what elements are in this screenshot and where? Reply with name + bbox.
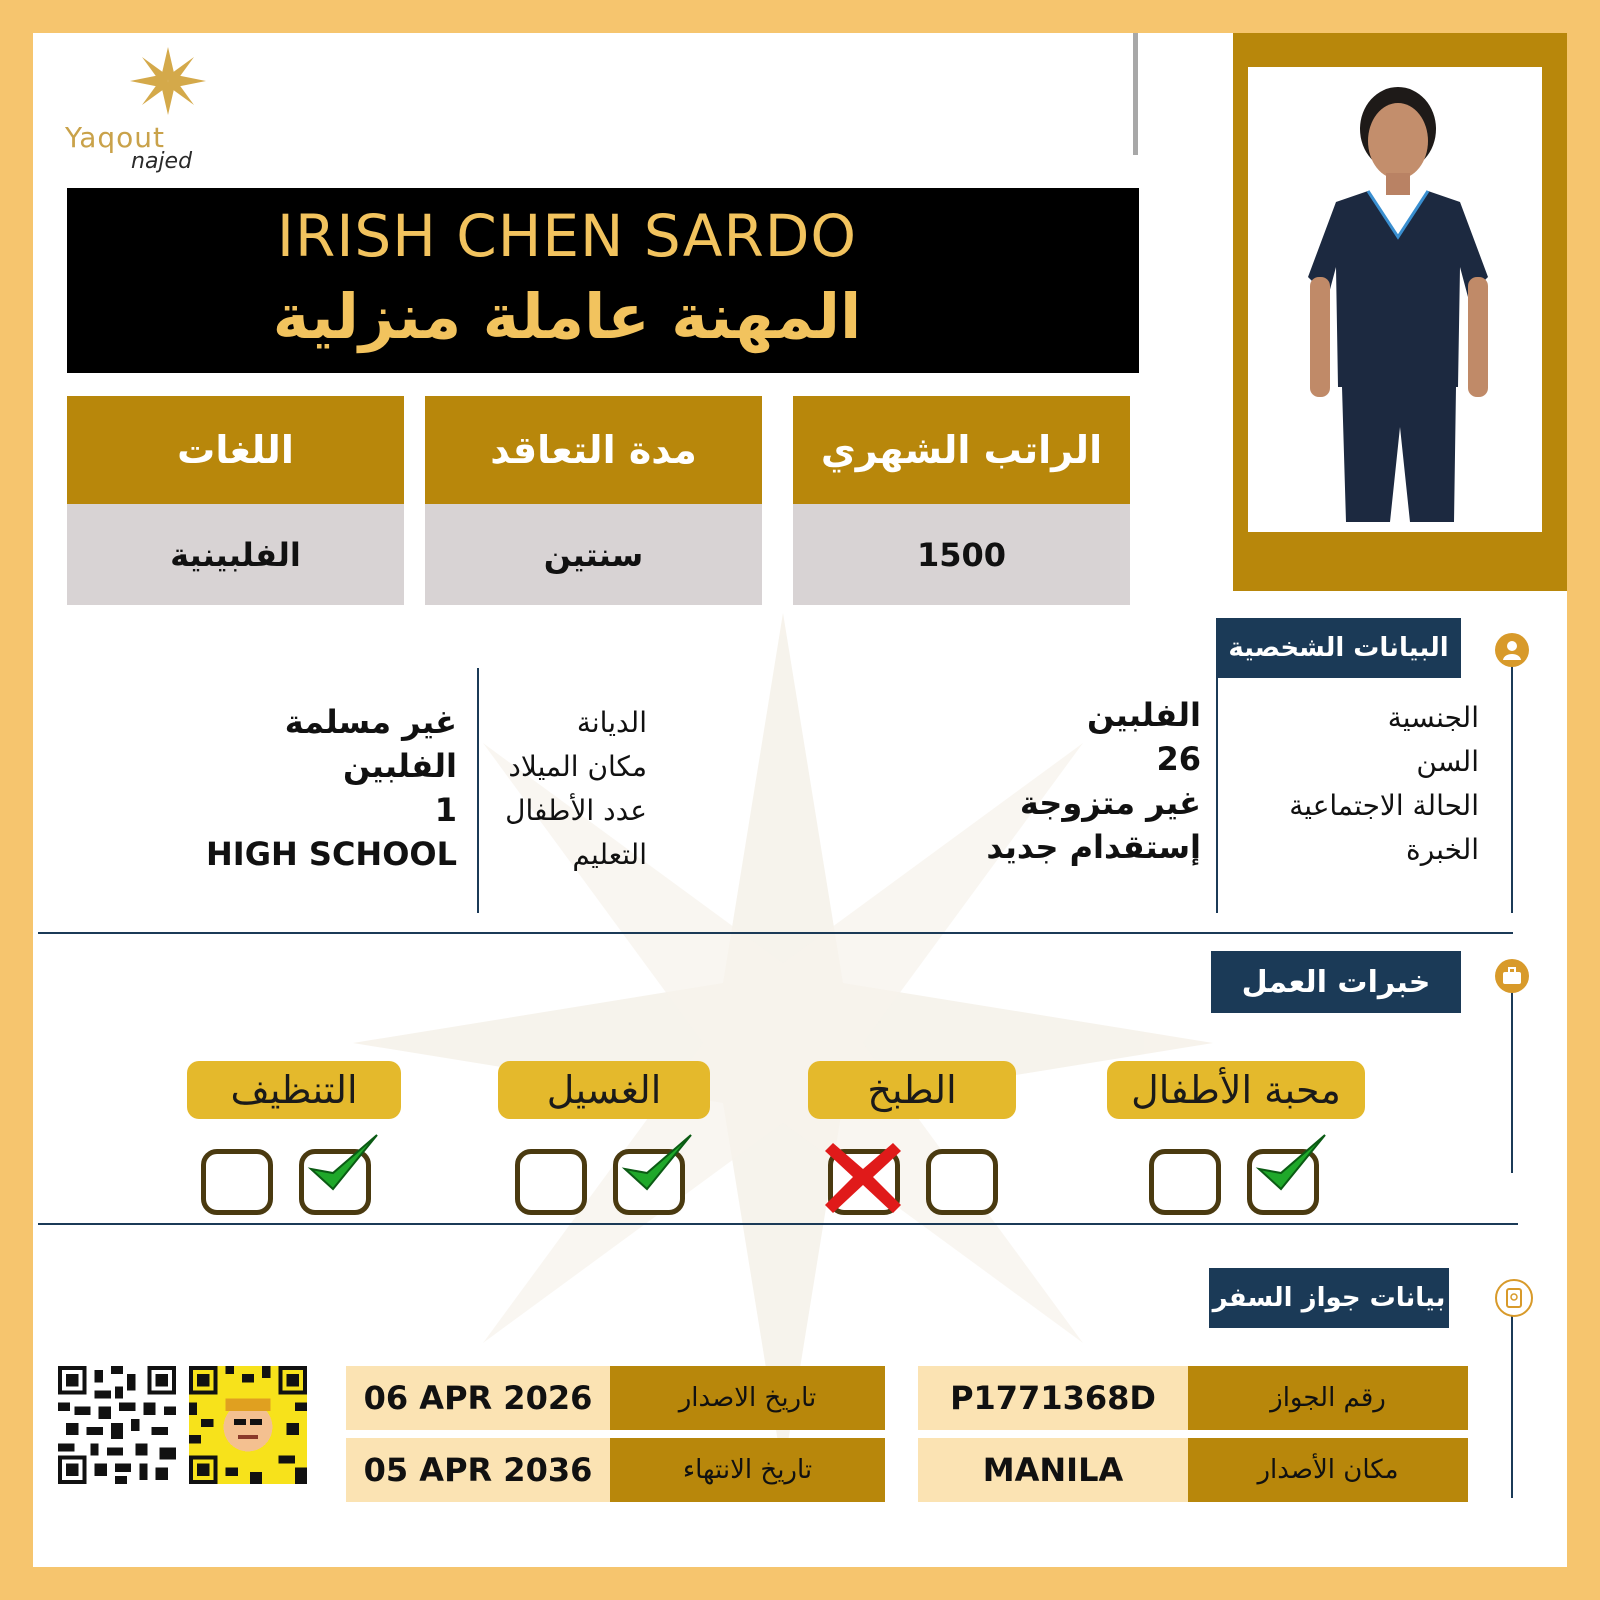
education-label: التعليم xyxy=(572,838,647,871)
personal-section-title: البيانات الشخصية xyxy=(1216,618,1461,678)
logo-subtitle: najed xyxy=(131,149,193,174)
passport-place-value: MANILA xyxy=(918,1438,1188,1502)
top-divider-line xyxy=(1133,33,1138,155)
languages-box xyxy=(67,396,404,605)
skill-cooking-label: الطبخ xyxy=(808,1061,1016,1119)
passport-expiry-row xyxy=(346,1438,885,1502)
birthplace-label: مكان الميلاد xyxy=(508,750,647,783)
passport-place-row xyxy=(918,1438,1468,1502)
skill-childcare-label: محبة الأطفال xyxy=(1107,1061,1365,1119)
candidate-name: IRISH CHEN SARDO xyxy=(276,202,858,270)
photo-frame xyxy=(1233,33,1567,591)
skill-childcare-no-box xyxy=(1149,1149,1221,1215)
timeline-segment-2 xyxy=(1511,988,1513,1173)
salary-box xyxy=(793,396,1130,605)
age-label: السن xyxy=(1416,745,1479,778)
children-label: عدد الأطفال xyxy=(505,794,647,827)
nationality-label: الجنسية xyxy=(1387,701,1479,734)
passport-number-value: P1771368D xyxy=(918,1366,1188,1430)
contract-box xyxy=(425,396,762,605)
skill-cleaning-no-box xyxy=(201,1149,273,1215)
passport-issue-label: تاريخ الاصدار xyxy=(610,1366,885,1430)
timeline-segment-1 xyxy=(1511,663,1513,913)
experience-label: الخبرة xyxy=(1406,833,1479,866)
briefcase-icon xyxy=(1495,959,1529,993)
passport-icon xyxy=(1495,1279,1533,1317)
personal-divider-left xyxy=(477,668,479,913)
age-value: 26 xyxy=(1156,740,1201,778)
personal-divider-right xyxy=(1216,678,1218,913)
logo-wordmark: Yaqout xyxy=(65,121,166,154)
languages-title: اللغات xyxy=(67,396,404,504)
marital-label: الحالة الاجتماعية xyxy=(1289,789,1479,822)
education-value: HIGH SCHOOL xyxy=(206,835,457,873)
contract-title: مدة التعاقد xyxy=(425,396,762,504)
nationality-value: الفلبين xyxy=(1087,696,1201,734)
children-value: 1 xyxy=(434,791,457,829)
experience-value: إستقدام جديد xyxy=(986,828,1201,866)
check-icon xyxy=(1251,1123,1331,1203)
cv-card xyxy=(33,33,1567,1567)
section-divider-2 xyxy=(38,1223,1518,1225)
user-icon xyxy=(1495,633,1529,667)
brand-logo xyxy=(63,43,223,173)
check-icon xyxy=(617,1123,697,1203)
religion-value: غير مسلمة xyxy=(284,703,457,741)
skill-cooking-yes-box xyxy=(926,1149,998,1215)
passport-issue-row xyxy=(346,1366,885,1430)
passport-number-row xyxy=(918,1366,1468,1430)
candidate-photo xyxy=(1248,67,1542,532)
qr-code-icon xyxy=(58,1366,176,1484)
qr-code-icon xyxy=(189,1366,307,1484)
skill-cleaning-label: التنظيف xyxy=(187,1061,401,1119)
passport-expiry-value: 05 APR 2036 xyxy=(346,1438,610,1502)
passport-issue-value: 06 APR 2026 xyxy=(346,1366,610,1430)
passport-section-title: بيانات جواز السفر xyxy=(1209,1268,1449,1328)
contract-value: سنتين xyxy=(425,504,762,605)
skill-washing-label: الغسيل xyxy=(498,1061,710,1119)
passport-place-label: مكان الأصدار xyxy=(1188,1438,1468,1502)
languages-value: الفلبينية xyxy=(67,504,404,605)
skill-washing-no-box xyxy=(515,1149,587,1215)
salary-value: 1500 xyxy=(793,504,1130,605)
religion-label: الديانة xyxy=(576,706,647,739)
section-divider-1 xyxy=(38,932,1513,934)
candidate-profession: المهنة عاملة منزلية xyxy=(272,280,862,353)
marital-value: غير متزوجة xyxy=(1019,784,1201,822)
check-icon xyxy=(303,1123,383,1203)
logo-flower-icon xyxy=(123,43,213,123)
experience-section-title: خبرات العمل xyxy=(1211,951,1461,1013)
name-banner xyxy=(67,188,1139,373)
passport-number-label: رقم الجواز xyxy=(1188,1366,1468,1430)
salary-title: الراتب الشهري xyxy=(793,396,1130,504)
birthplace-value: الفلبين xyxy=(343,747,457,785)
cross-icon xyxy=(823,1139,903,1215)
passport-expiry-label: تاريخ الانتهاء xyxy=(610,1438,885,1502)
